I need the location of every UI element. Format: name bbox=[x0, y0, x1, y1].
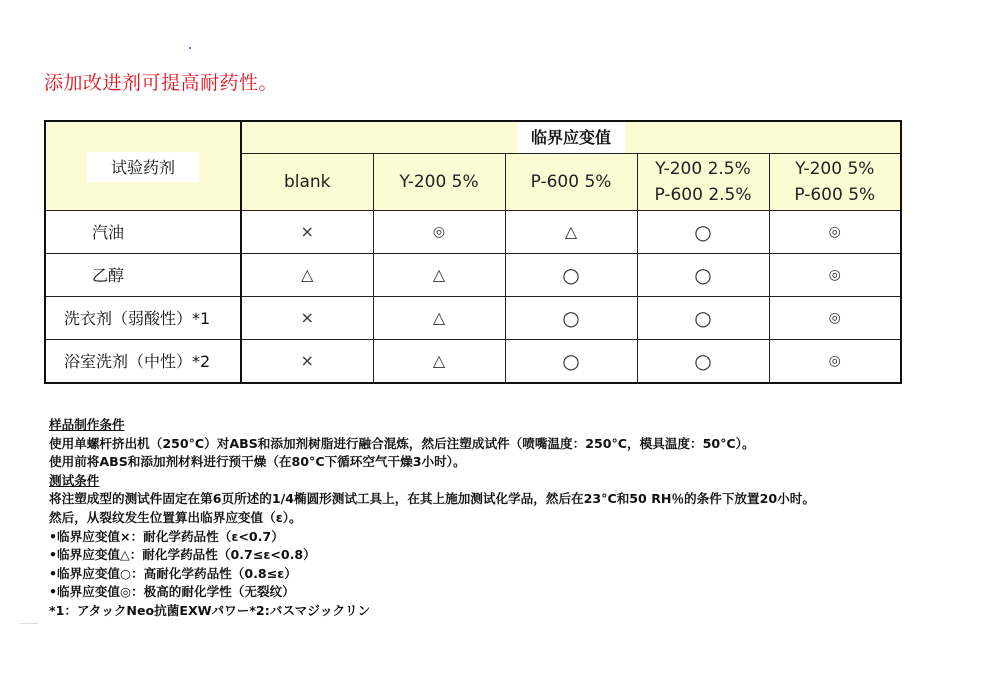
row-label: 乙醇 bbox=[45, 253, 241, 296]
column-header: Y-200 2.5% P-600 2.5% bbox=[637, 154, 769, 211]
result-mark: ◎ bbox=[373, 211, 505, 254]
result-mark: × bbox=[241, 211, 373, 254]
column-header: Y-200 5% P-600 5% bbox=[769, 154, 901, 211]
column-header: blank bbox=[241, 154, 373, 211]
sample-header: 试验药剂 bbox=[87, 152, 199, 182]
table-row bbox=[45, 339, 901, 383]
result-mark: × bbox=[241, 339, 373, 383]
result-mark: ◎ bbox=[769, 211, 901, 254]
result-mark: ○ bbox=[505, 253, 637, 296]
chemical-resistance-table bbox=[44, 120, 902, 384]
result-mark: △ bbox=[373, 296, 505, 339]
group-header: 临界应变值 bbox=[517, 122, 625, 153]
table-row bbox=[45, 211, 901, 254]
sample-header-cell bbox=[45, 121, 241, 211]
result-mark: ○ bbox=[637, 253, 769, 296]
footnote: *1：アタックNeo抗菌EXWパワー*2:バスマジックリン bbox=[49, 602, 371, 618]
result-mark: △ bbox=[505, 211, 637, 254]
test-condition-line: 然后，从裂纹发生位置算出临界应变值（ε）。 bbox=[49, 509, 302, 525]
table-row bbox=[45, 296, 901, 339]
row-label: 浴室洗剂（中性）*2 bbox=[45, 339, 241, 383]
column-header: P-600 5% bbox=[505, 154, 637, 211]
result-mark: ○ bbox=[505, 339, 637, 383]
sample-condition-line: 使用前将ABS和添加剂材料进行预干燥（在80°C下循环空气干燥3小时）。 bbox=[49, 454, 466, 470]
result-mark: ○ bbox=[637, 296, 769, 339]
result-mark: ◎ bbox=[769, 253, 901, 296]
legend-line: •临界应变值△：耐化学药品性（0.7≤ε<0.8） bbox=[49, 547, 316, 563]
result-mark: △ bbox=[373, 253, 505, 296]
sample-conditions-title: 样品制作条件 bbox=[49, 417, 125, 432]
legend-line: •临界应变值○：高耐化学药品性（0.8≤ε） bbox=[49, 565, 297, 581]
notes-section bbox=[49, 416, 969, 621]
column-header: Y-200 5% bbox=[373, 154, 505, 211]
legend-line: •临界应变值◎：极高的耐化学性（无裂纹） bbox=[49, 584, 295, 600]
group-header-cell bbox=[241, 121, 901, 154]
table-row bbox=[45, 253, 901, 296]
test-conditions-title: 测试条件 bbox=[49, 472, 100, 488]
result-mark: △ bbox=[241, 253, 373, 296]
result-mark: ○ bbox=[637, 339, 769, 383]
result-mark: ◎ bbox=[769, 296, 901, 339]
divider bbox=[20, 623, 38, 624]
sample-condition-line: 使用单螺杆挤出机（250°C）对ABS和添加剂树脂进行融合混炼，然后注塑成试件（喷嘴温度：250°C，模具温度：50°C）。 bbox=[49, 435, 755, 451]
legend-line: •临界应变值×：耐化学药品性（ε<0.7） bbox=[49, 528, 284, 544]
result-mark: ○ bbox=[505, 296, 637, 339]
result-mark: ◎ bbox=[769, 339, 901, 383]
page-headline: 添加改进剂可提高耐药性。 bbox=[44, 72, 279, 94]
result-mark: △ bbox=[373, 339, 505, 383]
test-condition-line: 将注塑成型的测试件固定在第6页所述的1/4椭圆形测试工具上，在其上施加测试化学品，然后在23°C和50 RH％的条件下放置20小时。 bbox=[49, 491, 815, 507]
result-mark: × bbox=[241, 296, 373, 339]
decorative-dot bbox=[189, 47, 191, 49]
row-label: 汽油 bbox=[45, 211, 241, 254]
result-mark: ○ bbox=[637, 211, 769, 254]
row-label: 洗衣剂（弱酸性）*1 bbox=[45, 296, 241, 339]
